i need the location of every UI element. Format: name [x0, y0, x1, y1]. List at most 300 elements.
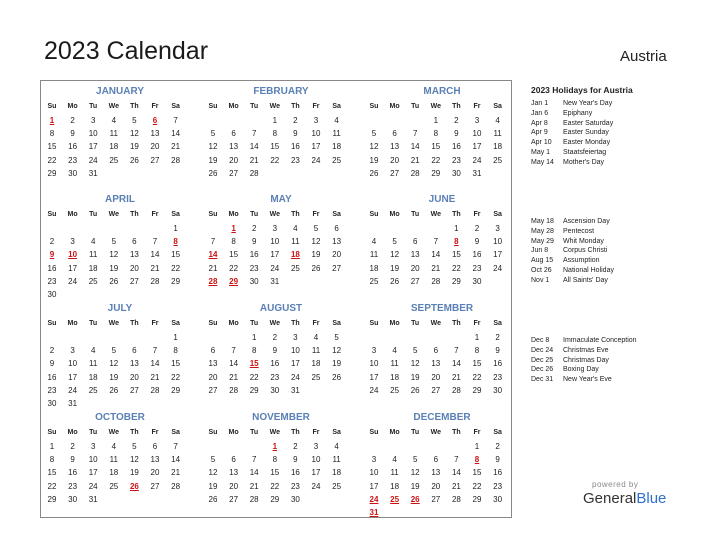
day-cell[interactable]: 20: [390, 155, 400, 165]
day-cell[interactable]: 22: [472, 481, 482, 491]
day-cell[interactable]: 26: [208, 168, 218, 178]
day-cell[interactable]: 28: [229, 385, 239, 395]
day-cell[interactable]: 16: [249, 250, 259, 260]
day-cell[interactable]: 9: [474, 237, 480, 247]
day-cell[interactable]: 8: [173, 346, 178, 356]
day-cell[interactable]: 13: [208, 359, 218, 369]
day-cell[interactable]: 10: [88, 129, 98, 139]
day-cell[interactable]: 10: [68, 359, 78, 369]
day-cell[interactable]: 24: [311, 481, 321, 491]
day-cell[interactable]: 17: [369, 481, 379, 491]
day-cell[interactable]: 13: [410, 250, 420, 260]
day-cell[interactable]: 2: [70, 116, 75, 125]
day-cell[interactable]: 20: [229, 481, 239, 491]
day-cell[interactable]: 5: [132, 442, 137, 451]
day-cell[interactable]: 5: [132, 116, 137, 125]
day-cell[interactable]: 15: [47, 468, 57, 478]
day-cell[interactable]: 17: [369, 372, 379, 382]
day-cell[interactable]: 5: [210, 455, 216, 465]
day-cell[interactable]: 8: [49, 129, 55, 139]
holiday-day-cell[interactable]: 8: [474, 455, 480, 465]
day-cell[interactable]: 10: [311, 455, 321, 465]
holiday-day-cell[interactable]: 14: [208, 250, 218, 260]
day-cell[interactable]: 26: [109, 276, 119, 286]
day-cell[interactable]: 14: [150, 359, 160, 369]
day-cell[interactable]: 27: [150, 155, 160, 165]
day-cell[interactable]: 10: [369, 359, 379, 369]
day-cell[interactable]: 6: [231, 455, 236, 465]
day-cell[interactable]: 12: [332, 346, 342, 356]
day-cell[interactable]: 12: [129, 455, 139, 465]
day-cell[interactable]: 29: [472, 494, 482, 504]
day-cell[interactable]: 2: [454, 116, 459, 125]
day-cell[interactable]: 16: [68, 142, 78, 152]
day-cell[interactable]: 14: [451, 468, 461, 478]
day-cell[interactable]: 5: [412, 346, 418, 356]
day-cell[interactable]: 20: [431, 481, 441, 491]
day-cell[interactable]: 18: [369, 263, 379, 273]
day-cell[interactable]: 18: [390, 372, 400, 382]
day-cell[interactable]: 24: [88, 481, 98, 491]
day-cell[interactable]: 29: [472, 385, 482, 395]
day-cell[interactable]: 3: [371, 346, 377, 356]
day-cell[interactable]: 23: [451, 155, 461, 165]
day-cell[interactable]: 28: [249, 168, 259, 178]
day-cell[interactable]: 13: [431, 468, 441, 478]
day-cell[interactable]: 16: [47, 263, 57, 273]
day-cell[interactable]: 21: [249, 155, 259, 165]
day-cell[interactable]: 21: [249, 481, 259, 491]
day-cell[interactable]: 7: [173, 442, 178, 451]
day-cell[interactable]: 26: [332, 372, 342, 382]
day-cell[interactable]: 3: [293, 333, 298, 342]
holiday-day-cell[interactable]: 29: [229, 276, 239, 286]
day-cell[interactable]: 22: [229, 263, 239, 273]
day-cell[interactable]: 30: [249, 276, 259, 286]
day-cell[interactable]: 23: [493, 372, 503, 382]
day-cell[interactable]: 11: [390, 468, 399, 478]
day-cell[interactable]: 12: [109, 359, 119, 369]
day-cell[interactable]: 29: [451, 276, 461, 286]
day-cell[interactable]: 18: [88, 263, 98, 273]
day-cell[interactable]: 2: [272, 333, 278, 342]
day-cell[interactable]: 16: [270, 359, 280, 369]
day-cell[interactable]: 27: [129, 276, 139, 286]
day-cell[interactable]: 17: [270, 250, 280, 260]
day-cell[interactable]: 7: [210, 237, 216, 247]
day-cell[interactable]: 15: [47, 142, 57, 152]
day-cell[interactable]: 28: [451, 385, 461, 395]
day-cell[interactable]: 25: [332, 155, 342, 165]
day-cell[interactable]: 19: [311, 250, 321, 260]
day-cell[interactable]: 7: [152, 237, 158, 247]
day-cell[interactable]: 30: [68, 168, 78, 178]
day-cell[interactable]: 10: [88, 455, 98, 465]
day-cell[interactable]: 10: [472, 129, 482, 139]
holiday-day-cell[interactable]: 9: [49, 250, 55, 260]
day-cell[interactable]: 24: [472, 155, 482, 165]
day-cell[interactable]: 16: [493, 359, 503, 369]
day-cell[interactable]: 5: [313, 224, 319, 233]
day-cell[interactable]: 17: [472, 142, 482, 152]
day-cell[interactable]: 26: [208, 494, 218, 504]
day-cell[interactable]: 16: [290, 468, 300, 478]
day-cell[interactable]: 1: [474, 333, 480, 342]
day-cell[interactable]: 9: [293, 455, 298, 465]
day-cell[interactable]: 25: [369, 276, 379, 286]
day-cell[interactable]: 28: [431, 276, 441, 286]
day-cell[interactable]: 24: [270, 263, 280, 273]
day-cell[interactable]: 28: [410, 168, 420, 178]
day-cell[interactable]: 23: [68, 155, 78, 165]
day-cell[interactable]: 27: [431, 494, 441, 504]
day-cell[interactable]: 13: [229, 468, 239, 478]
day-cell[interactable]: 4: [111, 442, 117, 451]
day-cell[interactable]: 22: [270, 155, 280, 165]
day-cell[interactable]: 17: [88, 142, 98, 152]
day-cell[interactable]: 18: [332, 468, 342, 478]
day-cell[interactable]: 4: [90, 237, 96, 247]
day-cell[interactable]: 10: [270, 237, 280, 247]
day-cell[interactable]: 20: [208, 372, 218, 382]
day-cell[interactable]: 12: [410, 359, 420, 369]
day-cell[interactable]: 30: [451, 168, 461, 178]
day-cell[interactable]: 30: [290, 494, 300, 504]
day-cell[interactable]: 14: [249, 142, 259, 152]
day-cell[interactable]: 13: [390, 142, 400, 152]
day-cell[interactable]: 7: [251, 455, 257, 465]
holiday-day-cell[interactable]: 24: [369, 494, 379, 504]
day-cell[interactable]: 7: [433, 237, 439, 247]
day-cell[interactable]: 21: [229, 372, 239, 382]
day-cell[interactable]: 28: [451, 494, 461, 504]
day-cell[interactable]: 18: [109, 468, 119, 478]
day-cell[interactable]: 4: [90, 346, 96, 356]
day-cell[interactable]: 15: [431, 142, 441, 152]
day-cell[interactable]: 1: [272, 116, 278, 125]
day-cell[interactable]: 18: [109, 142, 119, 152]
day-cell[interactable]: 17: [68, 263, 78, 273]
day-cell[interactable]: 8: [272, 129, 278, 139]
day-cell[interactable]: 27: [129, 385, 139, 395]
day-cell[interactable]: 15: [270, 468, 280, 478]
day-cell[interactable]: 22: [270, 481, 280, 491]
holiday-day-cell[interactable]: 8: [173, 237, 178, 247]
day-cell[interactable]: 15: [171, 359, 181, 369]
day-cell[interactable]: 7: [152, 346, 158, 356]
day-cell[interactable]: 6: [152, 442, 158, 451]
day-cell[interactable]: 16: [47, 372, 57, 382]
day-cell[interactable]: 30: [472, 276, 482, 286]
day-cell[interactable]: 25: [88, 276, 98, 286]
day-cell[interactable]: 26: [390, 276, 400, 286]
day-cell[interactable]: 21: [410, 155, 420, 165]
day-cell[interactable]: 12: [129, 129, 139, 139]
day-cell[interactable]: 29: [249, 385, 259, 395]
day-cell[interactable]: 7: [454, 455, 459, 465]
day-cell[interactable]: 26: [129, 155, 139, 165]
day-cell[interactable]: 1: [49, 442, 55, 451]
day-cell[interactable]: 11: [89, 359, 98, 369]
day-cell[interactable]: 9: [454, 129, 459, 139]
day-cell[interactable]: 21: [431, 263, 441, 273]
day-cell[interactable]: 24: [88, 155, 98, 165]
day-cell[interactable]: 20: [150, 468, 160, 478]
day-cell[interactable]: 3: [371, 455, 377, 465]
day-cell[interactable]: 6: [392, 129, 397, 139]
day-cell[interactable]: 24: [68, 385, 78, 395]
day-cell[interactable]: 22: [47, 155, 57, 165]
holiday-day-cell[interactable]: 6: [152, 116, 158, 125]
day-cell[interactable]: 17: [311, 468, 321, 478]
day-cell[interactable]: 11: [109, 129, 118, 139]
day-cell[interactable]: 6: [132, 237, 137, 247]
day-cell[interactable]: 3: [313, 116, 319, 125]
day-cell[interactable]: 29: [171, 276, 181, 286]
day-cell[interactable]: 29: [431, 168, 441, 178]
day-cell[interactable]: 8: [433, 129, 439, 139]
day-cell[interactable]: 3: [272, 224, 278, 233]
day-cell[interactable]: 16: [472, 250, 482, 260]
day-cell[interactable]: 16: [290, 142, 300, 152]
day-cell[interactable]: 28: [171, 481, 181, 491]
day-cell[interactable]: 11: [332, 129, 341, 139]
day-cell[interactable]: 22: [47, 481, 57, 491]
day-cell[interactable]: 21: [171, 468, 181, 478]
brand-logo[interactable]: [583, 490, 666, 507]
day-cell[interactable]: 9: [70, 129, 75, 139]
day-cell[interactable]: 25: [390, 385, 400, 395]
day-cell[interactable]: 16: [451, 142, 461, 152]
day-cell[interactable]: 25: [332, 481, 342, 491]
day-cell[interactable]: 14: [150, 250, 160, 260]
day-cell[interactable]: 30: [47, 399, 57, 408]
day-cell[interactable]: 11: [109, 455, 118, 465]
day-cell[interactable]: 6: [132, 346, 137, 356]
day-cell[interactable]: 19: [410, 372, 420, 382]
day-cell[interactable]: 1: [173, 333, 178, 342]
day-cell[interactable]: 23: [47, 276, 57, 286]
day-cell[interactable]: 3: [474, 116, 480, 125]
day-cell[interactable]: 21: [208, 263, 218, 273]
day-cell[interactable]: 31: [88, 494, 98, 504]
day-cell[interactable]: 12: [311, 237, 321, 247]
day-cell[interactable]: 17: [68, 372, 78, 382]
day-cell[interactable]: 28: [150, 385, 160, 395]
day-cell[interactable]: 10: [311, 129, 321, 139]
day-cell[interactable]: 11: [89, 250, 98, 260]
day-cell[interactable]: 5: [371, 129, 377, 139]
day-cell[interactable]: 27: [410, 276, 420, 286]
day-cell[interactable]: 7: [454, 346, 459, 356]
day-cell[interactable]: 23: [249, 263, 259, 273]
day-cell[interactable]: 13: [431, 359, 441, 369]
holiday-day-cell[interactable]: 1: [231, 224, 236, 233]
day-cell[interactable]: 3: [90, 442, 96, 451]
day-cell[interactable]: 15: [270, 142, 280, 152]
day-cell[interactable]: 4: [495, 116, 500, 125]
day-cell[interactable]: 13: [150, 129, 160, 139]
day-cell[interactable]: 24: [493, 263, 503, 273]
day-cell[interactable]: 21: [451, 372, 461, 382]
day-cell[interactable]: 14: [229, 359, 239, 369]
holiday-day-cell[interactable]: 10: [68, 250, 78, 260]
day-cell[interactable]: 2: [293, 116, 298, 125]
day-cell[interactable]: 14: [171, 455, 181, 465]
day-cell[interactable]: 27: [431, 385, 441, 395]
day-cell[interactable]: 6: [412, 237, 418, 247]
day-cell[interactable]: 9: [251, 237, 257, 247]
day-cell[interactable]: 26: [109, 385, 119, 395]
day-cell[interactable]: 6: [231, 129, 236, 139]
day-cell[interactable]: 15: [472, 468, 482, 478]
day-cell[interactable]: 9: [495, 455, 500, 465]
day-cell[interactable]: 20: [229, 155, 239, 165]
day-cell[interactable]: 7: [412, 129, 418, 139]
day-cell[interactable]: 6: [210, 346, 216, 356]
day-cell[interactable]: 7: [251, 129, 257, 139]
day-cell[interactable]: 7: [231, 346, 236, 356]
day-cell[interactable]: 5: [111, 346, 117, 356]
day-cell[interactable]: 10: [290, 346, 300, 356]
day-cell[interactable]: 3: [313, 442, 319, 451]
day-cell[interactable]: 27: [229, 494, 239, 504]
day-cell[interactable]: 3: [70, 237, 75, 247]
day-cell[interactable]: 18: [88, 372, 98, 382]
day-cell[interactable]: 14: [410, 142, 420, 152]
day-cell[interactable]: 21: [451, 481, 461, 491]
day-cell[interactable]: 5: [111, 237, 117, 247]
day-cell[interactable]: 1: [173, 224, 178, 233]
day-cell[interactable]: 17: [88, 468, 98, 478]
day-cell[interactable]: 19: [208, 155, 218, 165]
day-cell[interactable]: 13: [129, 359, 139, 369]
day-cell[interactable]: 1: [433, 116, 439, 125]
day-cell[interactable]: 26: [369, 168, 379, 178]
day-cell[interactable]: 27: [390, 168, 400, 178]
day-cell[interactable]: 20: [129, 372, 139, 382]
day-cell[interactable]: 18: [390, 481, 400, 491]
day-cell[interactable]: 21: [150, 372, 160, 382]
day-cell[interactable]: 15: [472, 359, 482, 369]
day-cell[interactable]: 3: [495, 224, 500, 233]
holiday-day-cell[interactable]: 8: [454, 237, 459, 247]
day-cell[interactable]: 22: [451, 263, 461, 273]
day-cell[interactable]: 24: [290, 372, 300, 382]
day-cell[interactable]: 19: [410, 481, 420, 491]
day-cell[interactable]: 8: [251, 346, 257, 356]
day-cell[interactable]: 24: [311, 155, 321, 165]
day-cell[interactable]: 23: [47, 385, 57, 395]
day-cell[interactable]: 4: [111, 116, 117, 125]
day-cell[interactable]: 2: [49, 346, 55, 356]
day-cell[interactable]: 13: [229, 142, 239, 152]
day-cell[interactable]: 25: [109, 155, 119, 165]
day-cell[interactable]: 20: [410, 263, 420, 273]
day-cell[interactable]: 23: [68, 481, 78, 491]
day-cell[interactable]: 20: [431, 372, 441, 382]
day-cell[interactable]: 25: [493, 155, 503, 165]
day-cell[interactable]: 21: [150, 263, 160, 273]
day-cell[interactable]: 20: [129, 263, 139, 273]
day-cell[interactable]: 30: [68, 494, 78, 504]
day-cell[interactable]: 22: [472, 372, 482, 382]
day-cell[interactable]: 9: [293, 129, 298, 139]
day-cell[interactable]: 27: [150, 481, 160, 491]
day-cell[interactable]: 18: [332, 142, 342, 152]
day-cell[interactable]: 19: [129, 468, 139, 478]
holiday-day-cell[interactable]: 15: [249, 359, 259, 369]
day-cell[interactable]: 4: [334, 442, 339, 451]
day-cell[interactable]: 9: [272, 346, 278, 356]
day-cell[interactable]: 6: [334, 224, 339, 233]
day-cell[interactable]: 4: [392, 346, 397, 356]
day-cell[interactable]: 16: [493, 468, 503, 478]
day-cell[interactable]: 24: [68, 276, 78, 286]
day-cell[interactable]: 19: [129, 142, 139, 152]
holiday-day-cell[interactable]: 25: [390, 494, 400, 504]
day-cell[interactable]: 29: [47, 168, 57, 178]
day-cell[interactable]: 4: [371, 237, 377, 247]
day-cell[interactable]: 11: [390, 359, 399, 369]
day-cell[interactable]: 30: [47, 290, 57, 299]
day-cell[interactable]: 18: [493, 142, 503, 152]
day-cell[interactable]: 16: [68, 468, 78, 478]
day-cell[interactable]: 19: [332, 359, 342, 369]
day-cell[interactable]: 26: [410, 385, 420, 395]
day-cell[interactable]: 2: [495, 333, 500, 342]
day-cell[interactable]: 2: [495, 442, 500, 451]
day-cell[interactable]: 25: [88, 385, 98, 395]
day-cell[interactable]: 4: [313, 333, 319, 342]
day-cell[interactable]: 11: [369, 250, 379, 260]
day-cell[interactable]: 4: [334, 116, 339, 125]
day-cell[interactable]: 8: [272, 455, 278, 465]
day-cell[interactable]: 30: [270, 385, 280, 395]
day-cell[interactable]: 31: [68, 399, 78, 408]
day-cell[interactable]: 25: [109, 481, 119, 491]
day-cell[interactable]: 12: [208, 468, 218, 478]
day-cell[interactable]: 12: [208, 142, 218, 152]
day-cell[interactable]: 19: [208, 481, 218, 491]
day-cell[interactable]: 31: [472, 168, 482, 178]
day-cell[interactable]: 20: [332, 250, 342, 260]
day-cell[interactable]: 10: [369, 468, 379, 478]
day-cell[interactable]: 4: [392, 455, 397, 465]
day-cell[interactable]: 29: [47, 494, 57, 504]
holiday-day-cell[interactable]: 26: [129, 481, 139, 491]
holiday-day-cell[interactable]: 18: [290, 250, 300, 260]
day-cell[interactable]: 25: [290, 263, 300, 273]
holiday-day-cell[interactable]: 31: [369, 508, 379, 517]
day-cell[interactable]: 29: [171, 385, 181, 395]
day-cell[interactable]: 24: [369, 385, 379, 395]
day-cell[interactable]: 22: [249, 372, 259, 382]
day-cell[interactable]: 14: [451, 359, 461, 369]
day-cell[interactable]: 25: [311, 372, 321, 382]
day-cell[interactable]: 11: [291, 237, 300, 247]
day-cell[interactable]: 15: [451, 250, 461, 260]
day-cell[interactable]: 1: [251, 333, 257, 342]
day-cell[interactable]: 9: [495, 346, 500, 356]
day-cell[interactable]: 28: [150, 276, 160, 286]
day-cell[interactable]: 11: [332, 455, 341, 465]
day-cell[interactable]: 20: [150, 142, 160, 152]
day-cell[interactable]: 15: [229, 250, 239, 260]
day-cell[interactable]: 5: [392, 237, 397, 247]
holiday-day-cell[interactable]: 1: [272, 442, 278, 451]
day-cell[interactable]: 23: [493, 481, 503, 491]
